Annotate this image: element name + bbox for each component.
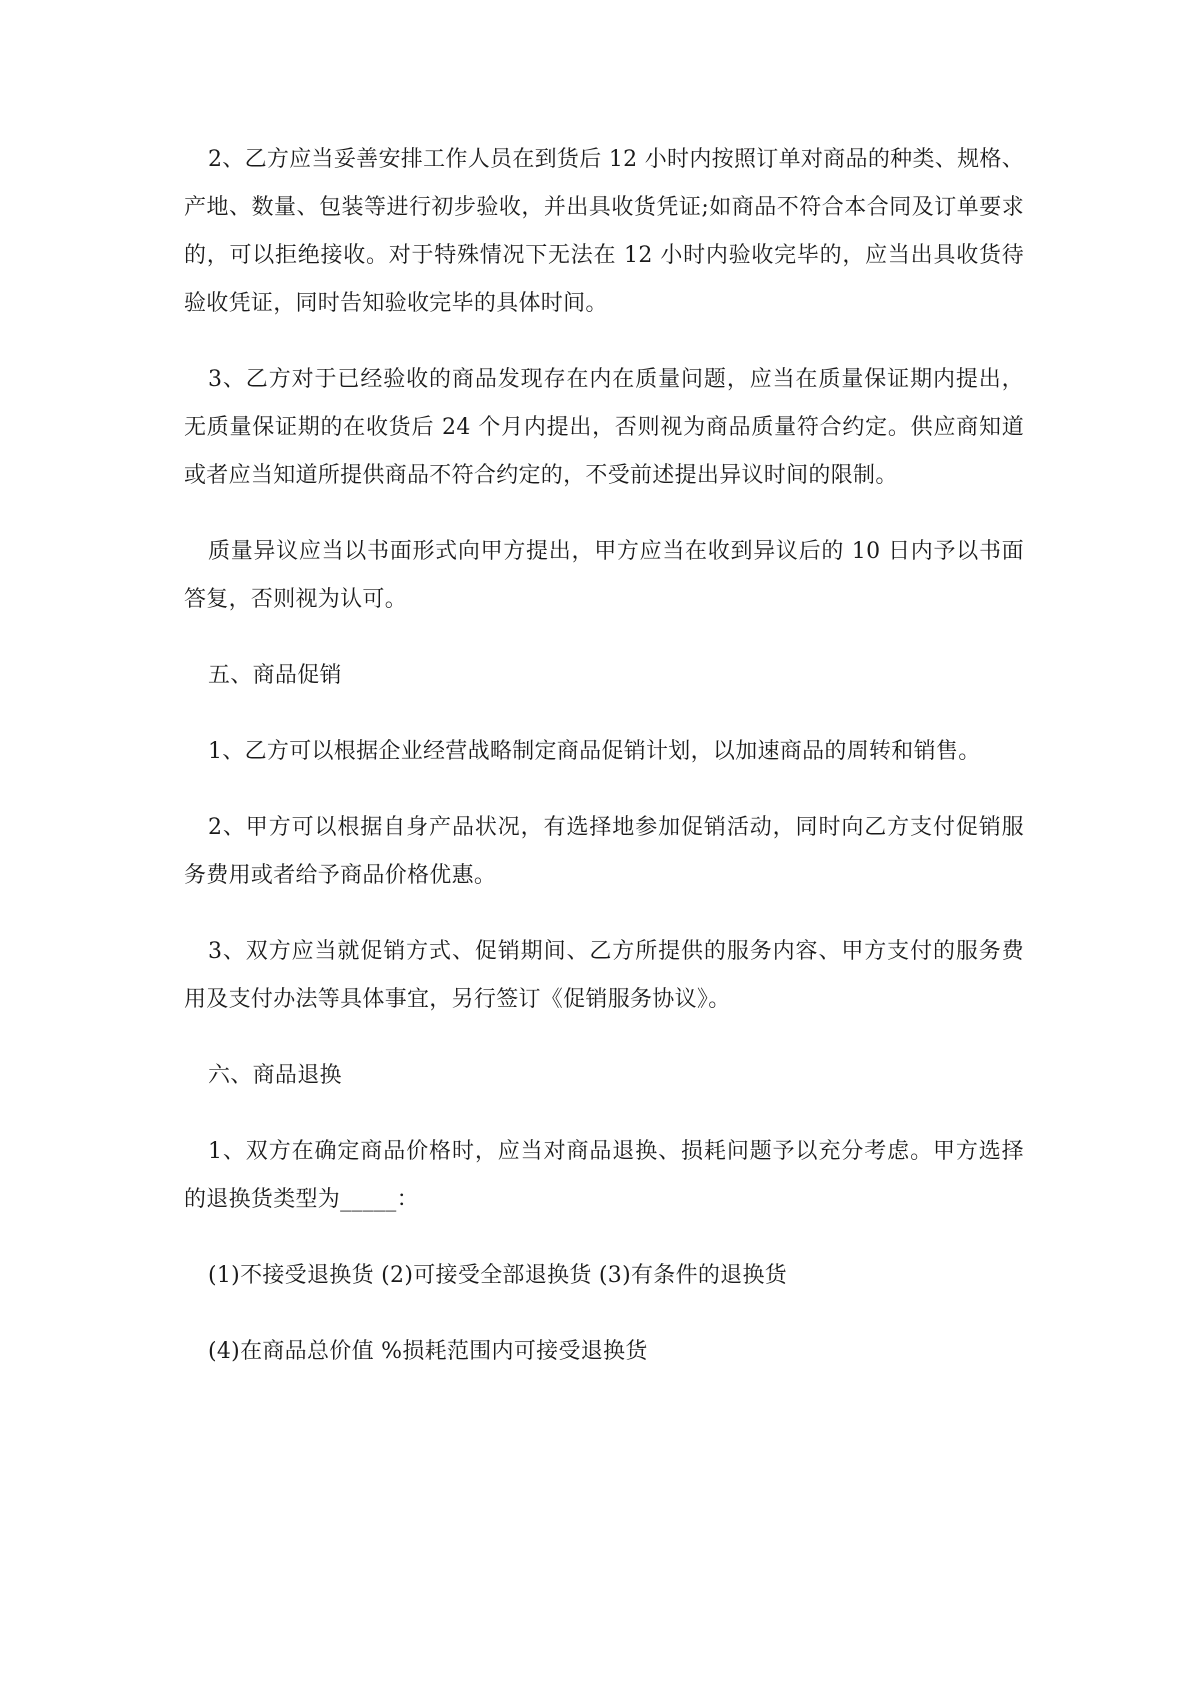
paragraph-return-type — [184, 1128, 1024, 1224]
text-line: 售。 — [935, 739, 981, 764]
text-line: 出，无质量保证期的在收货后 24 个月内提出，否则视为商品质量符合约定。供 — [184, 367, 1024, 440]
section-heading-promotion — [184, 652, 1024, 700]
text-line: 同及订单要求的，可以拒绝接收。对于特殊情况下无法在 12 小时内验收完毕 — [184, 195, 1024, 268]
text-line: 规格、产地、数量、包装等进行初步验收，并出具收货凭证;如商品不符合本合 — [184, 147, 1024, 220]
text-line: 的，应当出具收货待验收凭证，同时告知验收完毕的具体时间。 — [184, 243, 1024, 316]
paragraph-quality-issue — [184, 356, 1024, 500]
paragraph-receiving-inspection — [184, 136, 1024, 328]
paragraph-promotion-plan — [184, 728, 1024, 776]
paragraph-promotion-agreement — [184, 928, 1024, 1024]
paragraph-return-options — [184, 1252, 1024, 1300]
paragraph-return-option-4 — [184, 1328, 1024, 1376]
paragraph-promotion-participation — [184, 804, 1024, 900]
paragraph-quality-objection — [184, 528, 1024, 624]
text-line: 选择的退换货类型为_____： — [184, 1139, 1024, 1212]
text-line: (1)不接受退换货 (2)可接受全部退换货 (3)有条件的退换货 — [208, 1263, 788, 1288]
text-line: 1、乙方可以根据企业经营战略制定商品促销计划，以加速商品的周转和销 — [208, 739, 936, 764]
text-line: 应商知道或者应当知道所提供商品不符合约定的，不受前述提出异议时间的限 — [184, 415, 1024, 488]
text-line: 2、乙方应当妥善安排工作人员在到货后 12 小时内按照订单对商品的种类、 — [208, 147, 958, 172]
heading-text: 五、商品促销 — [208, 663, 342, 688]
heading-text: 六、商品退换 — [208, 1063, 342, 1088]
text-line: 销服务费用或者给予商品价格优惠。 — [184, 815, 1024, 888]
text-line: 质量异议应当以书面形式向甲方提出，甲方应当在收到异议后的 10 日内予以 — [208, 539, 979, 564]
text-line: 2、甲方可以根据自身产品状况，有选择地参加促销活动，同时向乙方支付促 — [208, 815, 979, 840]
text-line: (4)在商品总价值 %损耗范围内可接受退换货 — [208, 1339, 648, 1364]
text-line: 制。 — [853, 463, 898, 488]
text-line: 3、乙方对于已经验收的商品发现存在内在质量问题，应当在质量保证期内提 — [208, 367, 979, 392]
text-line: 书面答复，否则视为认可。 — [184, 539, 1024, 612]
text-line: 3、双方应当就促销方式、促销期间、乙方所提供的服务内容、甲方支付的服 — [208, 939, 979, 964]
text-line: 务费用及支付办法等具体事宜，另行签订《促销服务协议》。 — [184, 939, 1024, 1012]
text-line: 1、双方在确定商品价格时，应当对商品退换、损耗问题予以充分考虑。甲方 — [208, 1139, 979, 1164]
section-heading-returns — [184, 1052, 1024, 1100]
document-page — [184, 136, 1024, 1376]
